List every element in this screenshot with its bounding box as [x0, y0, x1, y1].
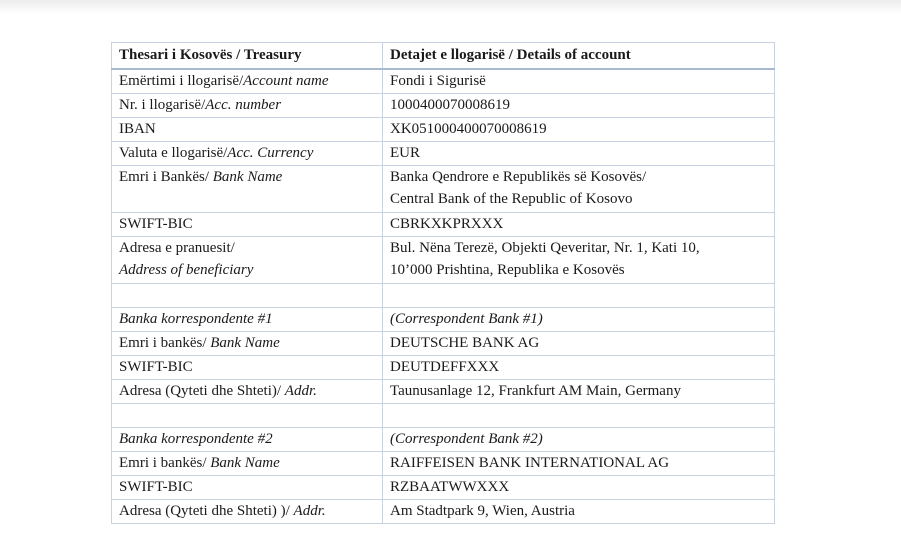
correspondent1-swift-value: DEUTDEFFXXX [383, 356, 775, 380]
label-sq: Nr. i llogarisë/ [119, 97, 206, 113]
iban-value: XK051000400070008619 [383, 118, 775, 142]
spacer-row [112, 284, 775, 308]
row-label [112, 452, 383, 476]
spacer-row [112, 404, 775, 428]
correspondent1-address-value: Taunusanlage 12, Frankfurt AM Main, Germany [383, 380, 775, 404]
empty-cell [112, 284, 383, 308]
label-en: Address of beneficiary [119, 262, 254, 278]
label-sq: Adresa e pranuesit/ [119, 240, 235, 256]
row-label: SWIFT-BIC [112, 356, 383, 380]
header-details: Detajet e llogarisë / Details of account [383, 43, 775, 70]
correspondent2-title-en: (Correspondent Bank #2) [383, 428, 775, 452]
label-en: Account name [243, 73, 329, 89]
empty-cell [112, 404, 383, 428]
label-sq: Emërtimi i llogarisë/ [119, 73, 244, 89]
bank-name-line2: Central Bank of the Republic of Kosovo [390, 191, 633, 207]
label-en: Acc. Currency [227, 145, 314, 161]
correspondent2-title-row [112, 428, 775, 452]
correspondent1-title-row [112, 308, 775, 332]
table-row [112, 118, 775, 142]
table-row [112, 69, 775, 94]
row-label [112, 118, 383, 142]
table-row [112, 94, 775, 118]
label-sq: Emri i bankës/ [119, 455, 211, 471]
correspondent1-title-en: (Correspondent Bank #1) [383, 308, 775, 332]
row-label [112, 500, 383, 524]
correspondent2-bank-value: RAIFFEISEN BANK INTERNATIONAL AG [383, 452, 775, 476]
swift-value: CBRKXKPRXXX [383, 213, 775, 237]
label-sq: IBAN [119, 121, 156, 137]
row-label [112, 380, 383, 404]
correspondent2-swift-value: RZBAATWWXXX [383, 476, 775, 500]
account-name-value: Fondi i Sigurisë [383, 69, 775, 94]
row-label [112, 237, 383, 284]
address-line1: Bul. Nëna Terezë, Objekti Qeveritar, Nr. 1, Kati 10, [390, 240, 700, 256]
viewer-top-shadow [0, 0, 901, 14]
table-row [112, 237, 775, 284]
row-label [112, 166, 383, 213]
label-sq: SWIFT-BIC [119, 216, 193, 232]
label-en: Bank Name [210, 335, 280, 351]
label-sq: Emri i Bankës/ [119, 169, 213, 185]
beneficiary-address-value [383, 237, 775, 284]
label-en: Bank Name [210, 455, 280, 471]
label-sq: Valuta e llogarisë/ [119, 145, 228, 161]
table-header-row [112, 43, 775, 70]
bank-name-value [383, 166, 775, 213]
correspondent1-bank-value: DEUTSCHE BANK AG [383, 332, 775, 356]
correspondent2-title: Banka korrespondente #2 [112, 428, 383, 452]
row-label [112, 332, 383, 356]
row-label [112, 213, 383, 237]
label-sq: Emri i bankës/ [119, 335, 211, 351]
label-sq: Adresa (Qyteti dhe Shteti) )/ [119, 503, 294, 519]
table-row [112, 166, 775, 213]
bank-name-line1: Banka Qendrore e Republikës së Kosovës/ [390, 169, 647, 185]
label-sq: Adresa (Qyteti dhe Shteti)/ [119, 383, 285, 399]
correspondent2-address-value: Am Stadtpark 9, Wien, Austria [383, 500, 775, 524]
label-en: Addr. [284, 383, 317, 399]
table-row [112, 380, 775, 404]
table-row [112, 142, 775, 166]
label-en: Acc. number [205, 97, 282, 113]
currency-value: EUR [383, 142, 775, 166]
label-en: Addr. [293, 503, 326, 519]
label-en: Bank Name [212, 169, 283, 185]
table-row [112, 476, 775, 500]
correspondent1-title: Banka korrespondente #1 [112, 308, 383, 332]
empty-cell [383, 404, 775, 428]
table-row [112, 213, 775, 237]
account-details-table [111, 42, 775, 524]
row-label [112, 142, 383, 166]
row-label: SWIFT-BIC [112, 476, 383, 500]
table-row [112, 452, 775, 476]
table-row [112, 356, 775, 380]
table-row [112, 500, 775, 524]
table-row [112, 332, 775, 356]
header-treasury: Thesari i Kosovës / Treasury [112, 43, 383, 70]
row-label [112, 69, 383, 94]
empty-cell [383, 284, 775, 308]
account-number-value: 1000400070008619 [383, 94, 775, 118]
address-line2: 10’000 Prishtina, Republika e Kosovës [390, 262, 625, 278]
row-label [112, 94, 383, 118]
